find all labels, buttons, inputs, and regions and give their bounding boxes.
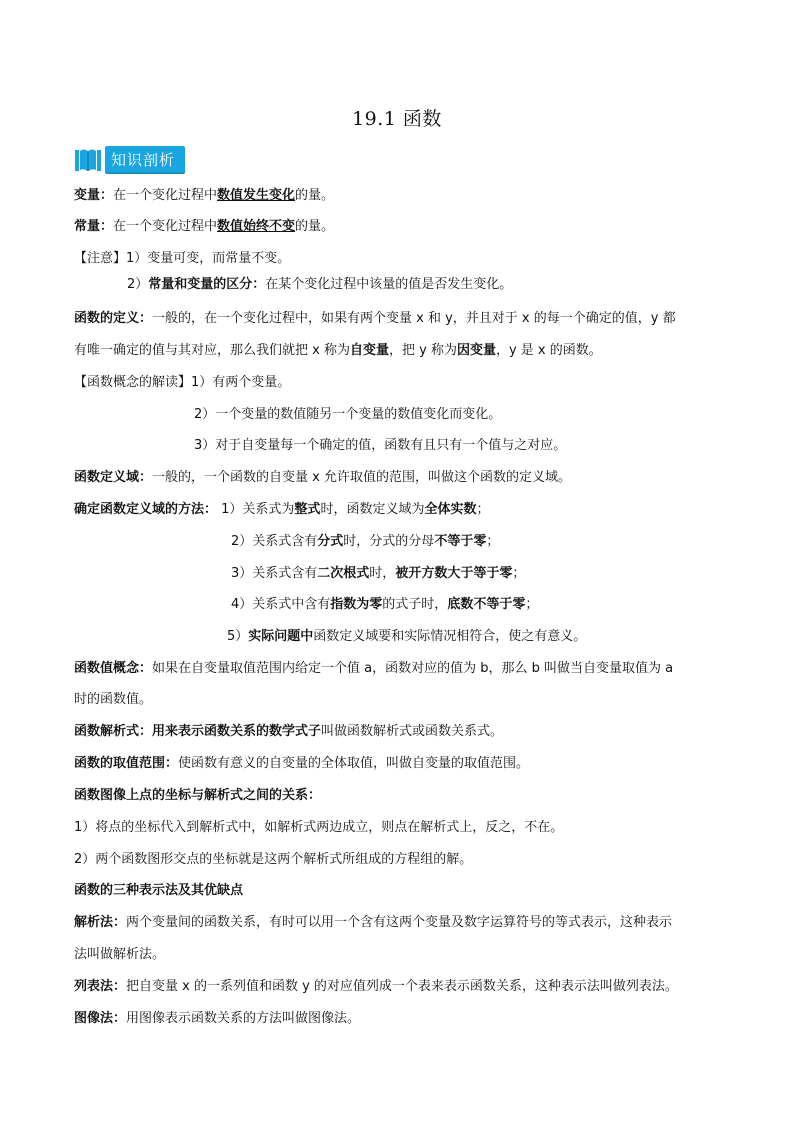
line-constant [74, 218, 334, 236]
text-run: 函数值概念： [74, 661, 153, 676]
text-run: 数值始终不变 [217, 219, 296, 234]
line-variable [74, 187, 334, 205]
text-run: 【函数概念的解读】1）有两个变量。 [74, 375, 291, 390]
text-run: 如果在自变量取值范围内给定一个值 a，函数对应的值为 b，那么 b 叫做当自变量取值为 a [152, 661, 674, 676]
text-run: 自变量 [349, 343, 389, 358]
text-run: 函数定义域： [74, 470, 153, 485]
line-graph-relation-2 [74, 851, 472, 869]
text-run: 5） [227, 629, 249, 644]
line-note-1 [74, 250, 290, 268]
text-run: 函数解析式：用来表示函数关系的数学式子 [74, 724, 322, 739]
text-run: 时，函数定义域为 [320, 502, 425, 517]
text-run: 3）关系式含有 [231, 566, 318, 581]
text-run: 的量。 [295, 188, 335, 203]
text-run: 时的函数值。 [74, 692, 153, 707]
text-run: 二次根式 [317, 566, 370, 581]
text-run: 使函数有意义的自变量的全体取值，叫做自变量的取值范围。 [178, 756, 530, 771]
line-function-value-2 [74, 691, 152, 709]
banner-label: 知识剖析 [105, 146, 185, 174]
line-concept-1 [74, 374, 290, 392]
line-representations [74, 882, 243, 900]
text-run: 全体实数 [424, 502, 477, 517]
text-run: 底数不等于零 [447, 597, 526, 612]
book-icon [74, 147, 102, 173]
text-run: 2）关系式含有 [231, 534, 318, 549]
text-run: 一般的，在一个变化过程中，如果有两个变量 x 和 y，并且对于 x 的每一个确定的值，y 都 [152, 311, 676, 326]
line-domain-method-1 [74, 501, 489, 519]
text-run: 1）将点的坐标代入到解析式中，如解析式两边成立，则点在解析式上，反之，不在。 [74, 820, 564, 835]
text-run: 的量。 [295, 219, 335, 234]
line-analytic-2 [74, 946, 165, 964]
line-function-value-1 [74, 660, 673, 678]
text-run: 常量： [74, 219, 114, 234]
line-concept-2 [194, 406, 501, 424]
text-run: 4）关系式中含有 [231, 597, 331, 612]
line-domain-method-4 [231, 596, 538, 614]
line-graph-relation-1 [74, 819, 563, 837]
text-run: 法叫做解析法。 [74, 947, 166, 962]
line-table-method [74, 978, 678, 996]
text-run: 1）关系式为 [217, 502, 295, 517]
line-analytic-1 [74, 914, 672, 932]
text-run: 常量和变量的区分： [148, 277, 266, 292]
text-run: 指数为零 [330, 597, 383, 612]
line-domain-method-5 [227, 628, 586, 646]
line-graph-relation [74, 787, 321, 805]
text-run: 整式 [294, 502, 321, 517]
line-concept-3 [194, 437, 566, 455]
text-run: ，把 y 称为 [388, 343, 457, 358]
text-run: ； [512, 566, 526, 581]
text-run: ； [486, 534, 500, 549]
line-domain [74, 469, 571, 487]
text-run: 分式 [317, 534, 344, 549]
text-run: 用图像表示函数关系的方法叫做图像法。 [126, 1011, 361, 1026]
text-run: 被开方数大于等于零 [395, 566, 513, 581]
text-run: 不等于零 [434, 534, 487, 549]
line-function-def-1 [74, 310, 676, 328]
line-domain-method-2 [231, 533, 499, 551]
section-banner [74, 145, 185, 175]
text-run: 2）两个函数图形交点的坐标就是这两个解析式所组成的方程组的解。 [74, 852, 473, 867]
text-run: 叫做函数解析式或函数关系式。 [321, 724, 504, 739]
text-run: 在一个变化过程中 [113, 219, 218, 234]
text-run: 两个变量间的函数关系，有时可以用一个含有这两个变量及数字运算符号的等式表示，这种表示 [126, 915, 673, 930]
text-run: 解析法： [74, 915, 127, 930]
text-run: 函数图像上点的坐标与解析式之间的关系： [74, 788, 322, 803]
text-run: 把自变量 x 的一系列值和函数 y 的对应值列成一个表来表示函数关系，这种表示法叫做列表法。 [126, 979, 678, 994]
text-run: 在某个变化过程中该量的值是否发生变化。 [265, 277, 513, 292]
text-run: 数值发生变化 [217, 188, 296, 203]
text-run: 的式子时， [382, 597, 448, 612]
text-run: 图像法： [74, 1011, 127, 1026]
text-run: 实际问题中 [248, 629, 314, 644]
text-run: 2）一个变量的数值随另一个变量的数值变化而变化。 [194, 407, 502, 422]
text-run: 时， [369, 566, 396, 581]
text-run: 2） [127, 277, 149, 292]
text-run: 【注意】1）变量可变，而常量不变。 [74, 251, 291, 266]
text-run: 函数的三种表示法及其优缺点 [74, 883, 244, 898]
text-run: 确定函数定义域的方法： [74, 502, 218, 517]
line-expression [74, 723, 503, 741]
text-run: 函数的定义： [74, 311, 153, 326]
text-run: 在一个变化过程中 [113, 188, 218, 203]
text-run: ，y 是 x 的函数。 [495, 343, 602, 358]
line-graph-method [74, 1010, 360, 1028]
page-title: 19.1 函数 [352, 108, 442, 130]
text-run: 时，分式的分母 [343, 534, 435, 549]
line-note-2 [127, 276, 512, 294]
text-run: ； [525, 597, 539, 612]
text-run: 因变量 [456, 343, 496, 358]
text-run: 函数的取值范围： [74, 756, 179, 771]
text-run: 列表法： [74, 979, 127, 994]
text-run: 变量： [74, 188, 114, 203]
text-run: 一般的，一个函数的自变量 x 允许取值的范围，叫做这个函数的定义域。 [152, 470, 571, 485]
text-run: 函数定义域要和实际情况相符合，使之有意义。 [313, 629, 587, 644]
line-range [74, 755, 529, 773]
text-run: ； [476, 502, 490, 517]
line-domain-method-3 [231, 565, 525, 583]
line-function-def-2 [74, 342, 602, 360]
text-run: 有唯一确定的值与其对应，那么我们就把 x 称为 [74, 343, 350, 358]
text-run: 3）对于自变量每一个确定的值，函数有且只有一个值与之对应。 [194, 438, 567, 453]
